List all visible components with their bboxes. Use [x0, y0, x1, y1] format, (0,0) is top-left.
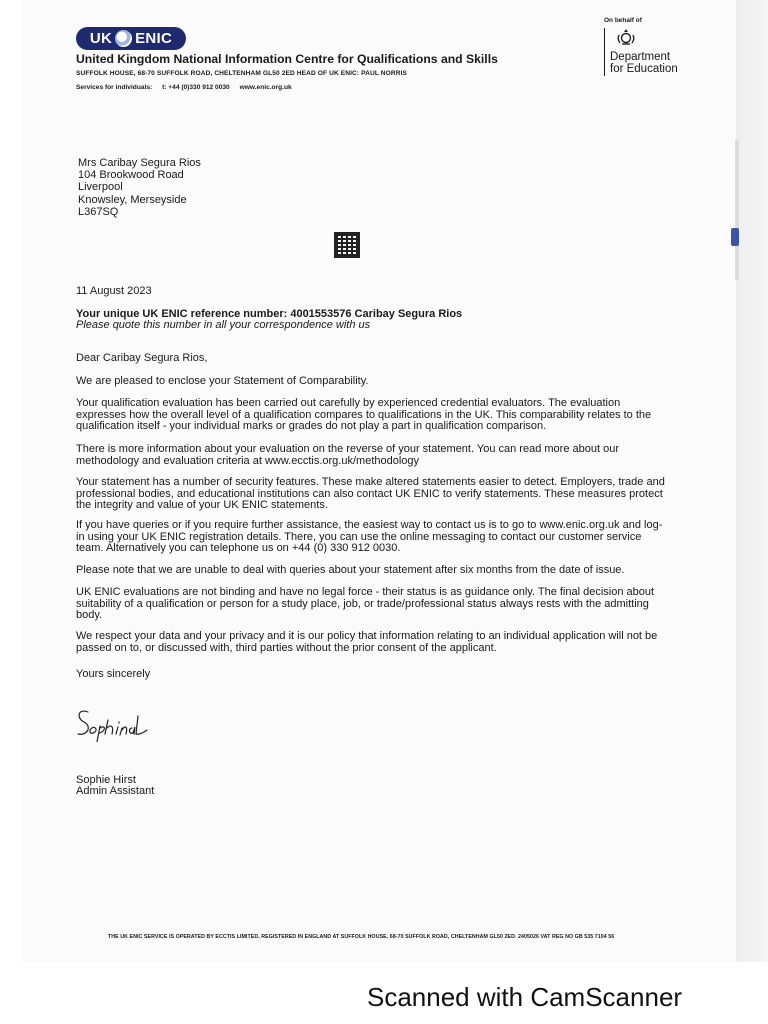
signer-title: Admin Assistant	[76, 785, 155, 797]
page-edge	[736, 0, 768, 962]
signature	[74, 702, 164, 742]
signer-name: Sophie Hirst	[76, 774, 136, 786]
org-name: United Kingdom National Information Centre for Qualifications and Skills	[76, 52, 498, 66]
paragraph-3: There is more information about your evaluation on the reverse of your statement. You can read more about our methodology and evaluation criteria at www.ecctis.org.uk/methodology	[76, 443, 619, 467]
page-edge-strip	[735, 140, 739, 280]
paragraph-5: If you have queries or if you require further assistance, the easiest way to contact us is to go to www.enic.org.uk and log-in using your UK ENIC registration details. There, you can use the online messaging to contact our customer service team. Alternatively you can telephone us on +44 (0) 330 912 0030.	[76, 519, 663, 555]
paragraph-4: Your statement has a number of security features. These make altered statements easier to detect. Employers, trade and professional bodies, and educational institutions can also contact UK ENIC to verify statements. These measures protect the integrity and value of your UK ENIC statements.	[76, 476, 665, 512]
recipient-line-2: Liverpool	[78, 181, 123, 194]
dept-line-2: for Education	[610, 63, 678, 75]
reference-note: Please quote this number in all your correspondence with us	[76, 319, 371, 331]
dfe-logo	[604, 28, 678, 76]
services-phone: t: +44 (0)330 912 0030	[162, 84, 230, 91]
footer-registration: THE UK ENIC SERVICE IS OPERATED BY ECCTIS LIMITED, REGISTERED IN ENGLAND AT SUFFOLK HOUSE, 68-70 SUFFOLK ROAD, CHELTENHAM GL50 2ED. 2405026 VAT REG NO GB 535 7104 56	[108, 934, 615, 940]
qr-code	[334, 232, 360, 258]
logo-right-text: ENIC	[135, 30, 173, 47]
logo-left-text: UK	[89, 30, 113, 47]
reference-number: Your unique UK ENIC reference number: 4001553576 Caribay Segura Rios	[76, 308, 463, 320]
paragraph-2: Your qualification evaluation has been carried out carefully by experienced credential evaluators. The evaluation expresses how the overall level of a qualification compares to qualifications in the UK. This comparability relates to the qualification itself - your individual marks or grades do not play a part in qualification comparison.	[76, 397, 652, 433]
paragraph-8: We respect your data and your privacy and it is our policy that information relating to an individual application will not be passed on to, or discussed with, third parties without the prior consent of the applicant.	[76, 630, 658, 654]
uk-enic-logo	[76, 27, 186, 50]
closing: Yours sincerely	[76, 668, 151, 680]
recipient-name: Mrs Caribay Segura Rios	[78, 157, 201, 169]
recipient-postcode: L367SQ	[78, 205, 119, 218]
on-behalf-label: On behalf of	[604, 17, 642, 24]
paragraph-1: We are pleased to enclose your Statement of Comparability.	[76, 375, 369, 387]
org-address: SUFFOLK HOUSE, 68-70 SUFFOLK ROAD, CHELTENHAM GL50 2ED HEAD OF UK ENIC: PAUL NORRIS	[76, 70, 408, 77]
paragraph-6: Please note that we are unable to deal with queries about your statement after six months from the date of issue.	[76, 564, 625, 576]
services-label: Services for individuals:	[76, 84, 153, 91]
dept-line-1: Department	[610, 51, 671, 63]
edge-mark	[731, 228, 739, 246]
salutation: Dear Caribay Segura Rios,	[76, 352, 208, 364]
services-website: www.enic.org.uk	[239, 84, 292, 91]
services-line	[76, 84, 300, 91]
recipient-address	[78, 157, 201, 218]
recipient-line-3: Knowsley, Merseyside	[78, 193, 187, 206]
letter-date: 11 August 2023	[76, 285, 152, 297]
recipient-line-1: 104 Brookwood Road	[78, 169, 184, 182]
globe-icon	[115, 30, 132, 47]
paragraph-7: UK ENIC evaluations are not binding and have no legal force - their status is as guidance only. The final decision about suitability of a qualification or person for a study place, job, or trade/professional status always rests with the admitting body.	[76, 586, 655, 622]
camscanner-watermark: Scanned with CamScanner	[367, 982, 683, 1012]
royal-crest-icon	[616, 28, 636, 46]
